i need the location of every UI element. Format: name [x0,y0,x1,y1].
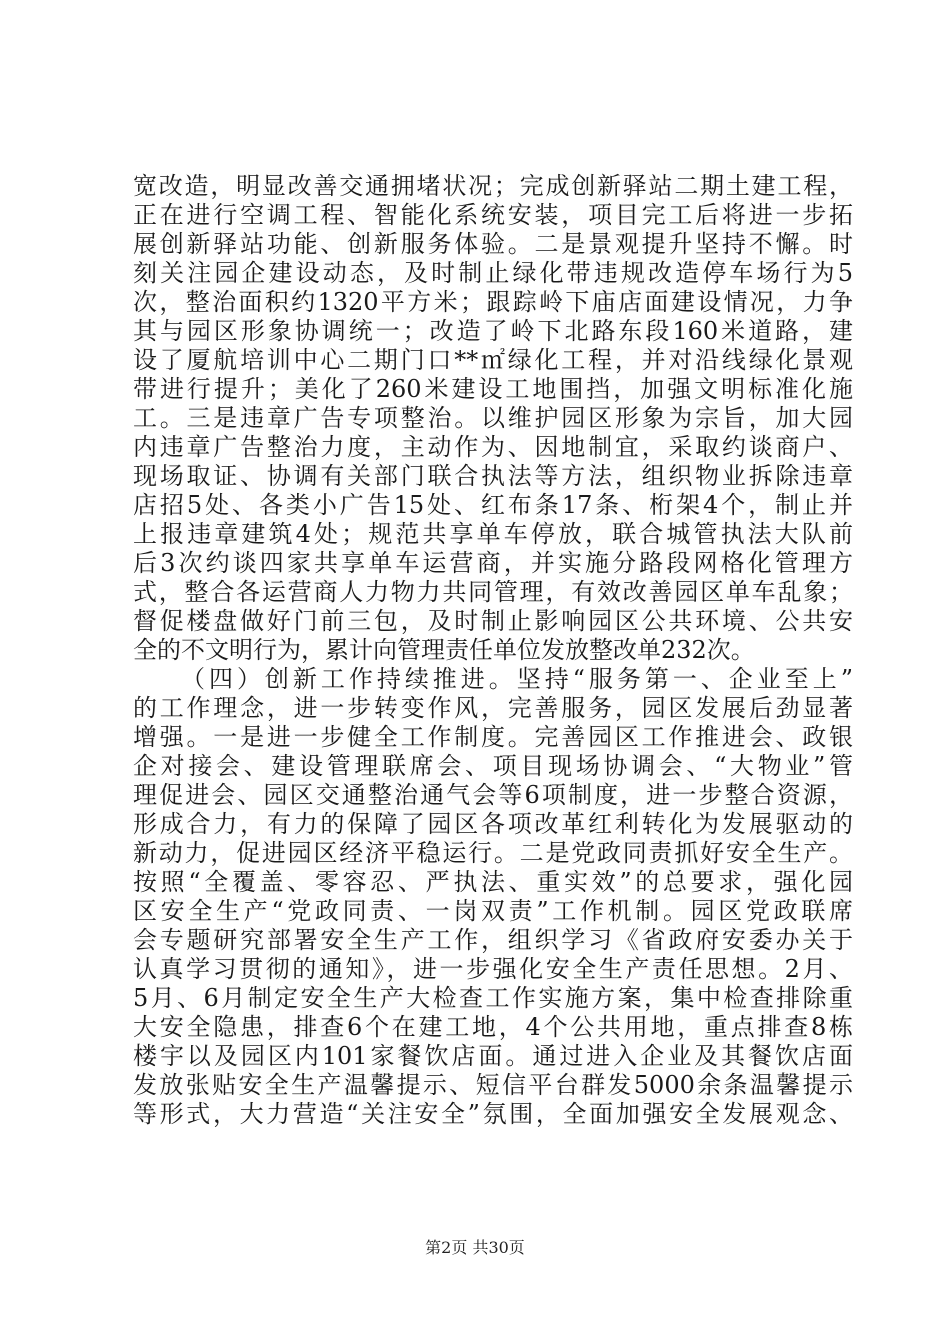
text-line: 刻关注园企建设动态，及时制止绿化带违规改造停车场行为5 [133,259,853,287]
text-line: 大安全隐患，排查6个在建工地，4个公共用地，重点排查8栋 [133,1013,853,1041]
text-line: 区安全生产“党政同责、一岗双责”工作机制。园区党政联席 [133,897,853,925]
text-line: 形成合力，有力的保障了园区各项改革红利转化为发展驱动的 [133,810,853,838]
text-line: 现场取证、协调有关部门联合执法等方法，组织物业拆除违章 [133,462,853,490]
text-line: 发放张贴安全生产温馨提示、短信平台群发5000余条温馨提示 [133,1071,853,1099]
body-text [133,172,853,1129]
text-line: 带进行提升；美化了260米建设工地围挡，加强文明标准化施 [133,375,853,403]
text-line: 上报违章建筑4处；规范共享单车停放，联合城管执法大队前 [133,520,853,548]
text-line: 楼宇以及园区内101家餐饮店面。通过进入企业及其餐饮店面 [133,1042,853,1070]
text-line: 正在进行空调工程、智能化系统安装，项目完工后将进一步拓 [133,201,853,229]
text-line: 设了厦航培训中心二期门口**㎡绿化工程，并对沿线绿化景观 [133,346,853,374]
text-line: 认真学习贯彻的通知》，进一步强化安全生产责任思想。2月、 [133,955,853,983]
text-line: 宽改造，明显改善交通拥堵状况；完成创新驿站二期土建工程， [133,172,853,200]
text-line: 等形式，大力营造“关注安全”氛围，全面加强安全发展观念、 [133,1100,853,1128]
text-line: 新动力，促进园区经济平稳运行。二是党政同责抓好安全生产。 [133,839,853,867]
text-line: 会专题研究部署安全生产工作，组织学习《省政府安委办关于 [133,926,853,954]
text-line: 展创新驿站功能、创新服务体验。二是景观提升坚持不懈。时 [133,230,853,258]
text-line: 5月、6月制定安全生产大检查工作实施方案，集中检查排除重 [133,984,853,1012]
section-heading-line: （四）创新工作持续推进。坚持“服务第一、企业至上” [181,665,853,693]
text-line: 理促进会、园区交通整治通气会等6项制度，进一步整合资源， [133,781,853,809]
text-line: 内违章广告整治力度，主动作为、因地制宜，采取约谈商户、 [133,433,853,461]
text-line: 增强。一是进一步健全工作制度。完善园区工作推进会、政银 [133,723,853,751]
text-line: 式，整合各运营商人力物力共同管理，有效改善园区单车乱象； [133,578,853,606]
text-line: 督促楼盘做好门前三包，及时制止影响园区公共环境、公共安 [133,607,853,635]
text-line: 其与园区形象协调统一；改造了岭下北路东段160米道路，建 [133,317,853,345]
text-line: 企对接会、建设管理联席会、项目现场协调会、“大物业”管 [133,752,853,780]
text-line: 次，整治面积约1320平方米；跟踪岭下庙店面建设情况，力争 [133,288,853,316]
page-number-footer: 第2页 共30页 [425,1238,525,1257]
text-line: 全的不文明行为，累计向管理责任单位发放整改单232次。 [133,636,755,664]
text-line: 店招5处、各类小广告15处、红布条17条、桁架4个，制止并 [133,491,853,519]
text-line: 的工作理念，进一步转变作风，完善服务，园区发展后劲显著 [133,694,853,722]
text-line: 按照“全覆盖、零容忍、严执法、重实效”的总要求，强化园 [133,868,853,896]
text-line: 工。三是违章广告专项整治。以维护园区形象为宗旨，加大园 [133,404,853,432]
text-line: 后3次约谈四家共享单车运营商，并实施分路段网格化管理方 [133,549,853,577]
